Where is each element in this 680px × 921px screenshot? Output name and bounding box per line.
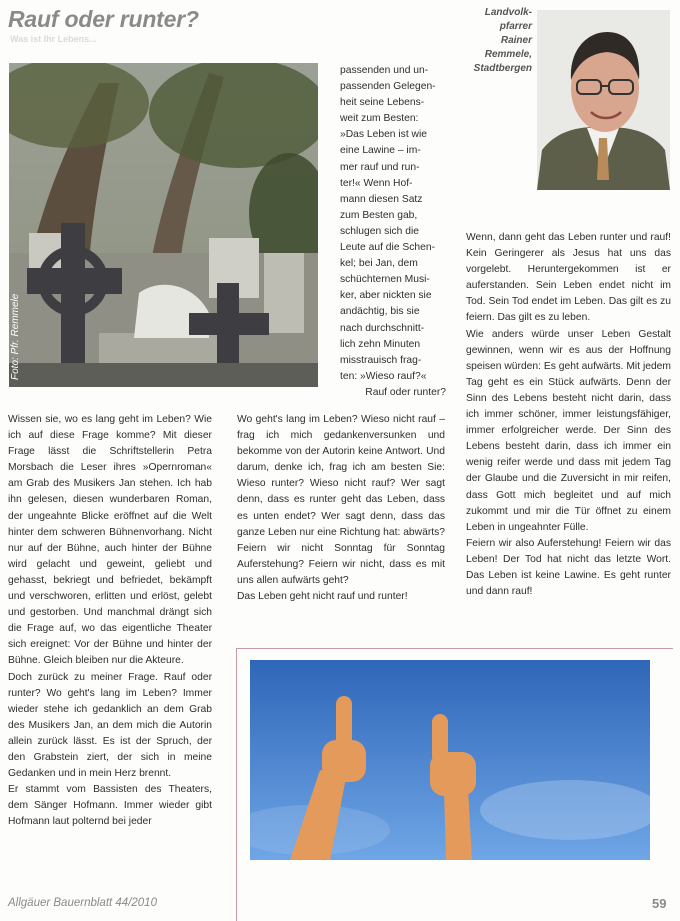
article-column-right — [466, 230, 671, 600]
paragraph: Das Leben geht nicht rauf und runter! — [237, 591, 408, 603]
paragraph: Er stammt vom Bassisten des Theaters, dem Sänger Hofmann. Immer wieder gibt Hofmann laut polternd bei jeder — [8, 784, 212, 828]
text-line: ker, aber nickten sie — [340, 290, 432, 302]
caption-line: Remmele, — [484, 49, 532, 60]
text-line: mann diesen Satz — [340, 193, 423, 205]
text-line: schlugen sich die — [340, 225, 419, 237]
text-line: zum Besten gab, — [340, 209, 418, 221]
thumbs-up-photo — [250, 660, 650, 860]
text-line: Rauf oder runter? — [365, 386, 446, 398]
article-column-left — [8, 412, 212, 830]
paragraph: Wissen sie, wo es lang geht im Leben? Wie ich auf diese Frage komme? Mit dieser Frage lässt die Schriftstellerin Petra Morsbach die Leser ihres »Opernroman« am Grab des Musikers Jan stehen. Ich hab ihn gelesen, diesen wunderbaren Roman, der ungeahnte Blicke eröffnet auf die Welt hinter dem schweren Bühnenvorhang. Nicht nur auf der Bühne, auch hinter der Bühne wird gelacht und geweint, geliebt und gehasst, bekriegt und befriedet, bekämpft und verschworen, erlitten und erlöst, gelebt und gestorben. Und manchmal drängt sich die Frage auf, wo das eigentliche Theater sich ereignet: Vor der Bühne und hinter der Bühne. Gleich bleiben nur die Akteure. — [8, 414, 212, 667]
text-line: heit seine Lebens- — [340, 97, 425, 109]
author-caption — [462, 6, 532, 76]
text-line: weit zum Besten: — [340, 113, 419, 125]
text-line: Leute auf die Schen- — [340, 242, 436, 254]
caption-line: Landvolk- — [484, 7, 532, 18]
text-line: passenden und un- — [340, 65, 429, 76]
text-line: mer rauf und run- — [340, 161, 420, 173]
photo-credit — [10, 280, 26, 380]
caption-line: Rainer — [500, 35, 532, 46]
text-line: »Das Leben ist wie — [340, 129, 428, 141]
text-line: ter!« Wenn Hof- — [340, 177, 413, 189]
publication-footer: Allgäuer Bauernblatt 44/2010 — [8, 897, 157, 909]
text-line: lich zehn Minuten — [340, 338, 421, 350]
article-title: Rauf oder runter? — [8, 6, 199, 32]
author-portrait — [537, 10, 670, 190]
article-column-middle-top — [340, 63, 446, 401]
text-line: misstrauisch frag- — [340, 354, 422, 366]
caption-line: Stadtbergen — [473, 63, 532, 74]
text-line: passenden Gelegen- — [340, 81, 436, 93]
paragraph: Wo geht's lang im Leben? Wieso nicht rauf – frag ich mich gedankenversunken und bekomme von der Autorin keine Antwort. Und darum, denke ich, frag ich am besten Sie: Wieso runter? Wieso nicht rauf? Wer sagt denn, dass es runter geht das Leben, dass es unten endet? Wer sagt denn, dass das ganze Leben nur eine Richtung hat: abwärts? Feiern wir nicht Sonntag für Sonntag Auferstehung? Feiern wir nicht, dass es mit uns allen aufwärts geht? — [237, 414, 445, 586]
photo-credit-text: Foto: Pfr. Remmele — [10, 293, 21, 380]
text-line: ten: »Wieso rauf?« — [340, 370, 427, 382]
faded-subtitle: Was ist Ihr Lebens... — [10, 34, 97, 44]
text-line: andächtig, bis sie — [340, 306, 420, 318]
paragraph: Wie anders würde unser Leben Gestalt gewinnen, wenn wir es aus der Hoffnung speisen würden: Es geht aufwärts. Mit jedem Tag geht es ein Stück aufwärts. Denn der Sinn des Lebens besteht nicht darin, dass ich immer schöner, immer leistungsfähiger, immer erfolgreicher werde. Der Sinn des Lebens besteht darin, dass ich immer ein wenig reifer werde und dass mit jedem Tag der Glaube und die Zuversicht in mir reifen, dass Gott mich begleitet und auf mich zukommt und mir die Tür öffnet zu einem Leben in ungeahnter Fülle. — [466, 328, 671, 533]
text-line: schüchternen Musi- — [340, 274, 430, 286]
text-line: kel; bei Jan, dem — [340, 258, 418, 270]
paragraph: Doch zurück zu meiner Frage. Rauf oder runter? Wo geht's lang im Leben? Immer wieder stehe ich gedanklich an dem Grab des Musikers Jan, an dem mich die Autorin allein zurück lässt. Es ist der Spruch, der den Grabstein ziert, der sich in meine Gedanken und in mein Herz brennt. — [8, 671, 212, 780]
caption-line: pfarrer — [499, 21, 532, 32]
paragraph: Feiern wir also Auferstehung! Feiern wir das Leben! Der Tod hat nicht das letzte Wort. Das Leben ist keine Lawine. Es geht runter und dann rauf! — [466, 537, 671, 598]
text-line: nach durchschnitt- — [340, 322, 425, 334]
paragraph: Wenn, dann geht das Leben runter und rauf! Kein Geringerer als Jesus hat uns das vorgelebt. Heruntergekommen ist er auferstanden. Sein Leben endet nicht im Tod. Sein Tod endet im Leben. Das gilt es zu feiern. Das gilt es zu leben. — [466, 232, 671, 324]
article-column-middle-bottom — [237, 412, 445, 605]
text-line: eine Lawine – im- — [340, 145, 421, 157]
cemetery-photo — [9, 63, 318, 387]
page-number: 59 — [652, 896, 667, 911]
